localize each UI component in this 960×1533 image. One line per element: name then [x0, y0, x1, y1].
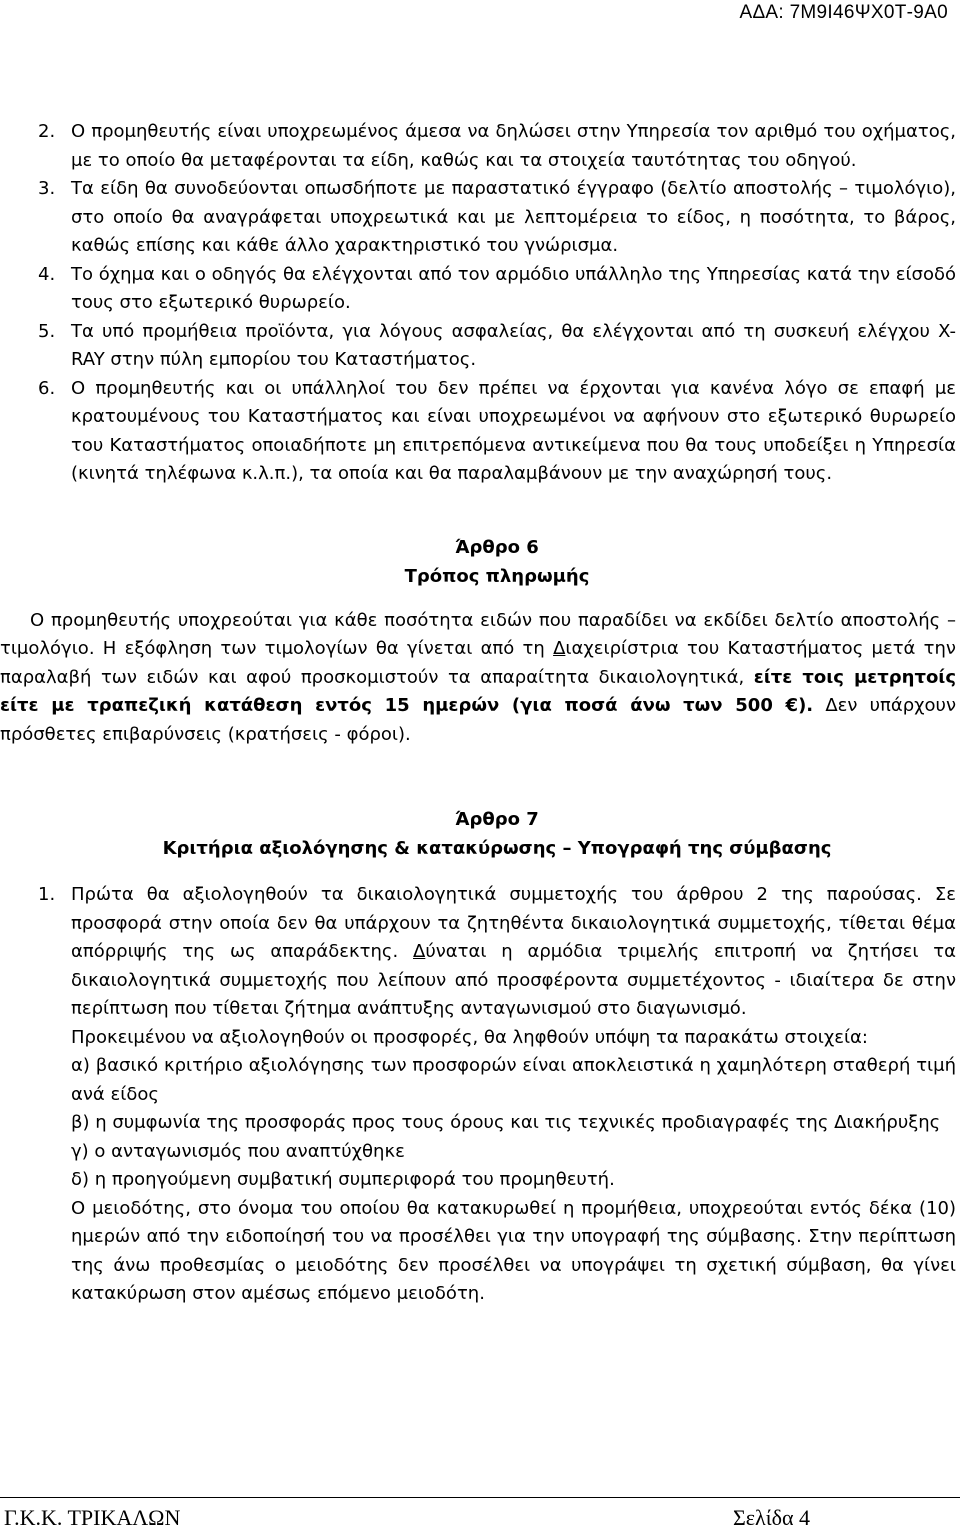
- payment-paragraph: [0, 607, 956, 750]
- article-7-heading: Άρθρο 7: [455, 809, 539, 830]
- item-number: 5.: [38, 320, 56, 342]
- document-body: [0, 118, 956, 1309]
- text-span: Πρώτα θα αξιολογηθούν τα δικαιολογητικά συμμετοχής του άρθρου 2 της παρούσας. Σε προσφορά στην οποία δεν θα υπάρχουν τα ζητηθέντα δικαιολογητικά συμμετοχής, τίθεται θέμα απόρριψής της ως απαράδεκτης.: [71, 884, 956, 962]
- article-6-heading: Άρθρο 6: [455, 536, 539, 558]
- item-text: Το όχημα και ο οδηγός θα ελέγχονται από τον αρμόδιο υπάλληλο της Υπηρεσίας κατά την είσοδό τους στο εξωτερικό θυρωρείο.: [71, 263, 956, 313]
- list-item: [38, 881, 956, 1309]
- item-text: Ο προμηθευτής είναι υποχρεωμένος άμεσα να δηλώσει στην Υπηρεσία τον αριθμό του οχήματος, με το οποίο θα μεταφέρονται τα είδη, καθώς και τα στοιχεία ταυτότητας του οδηγού.: [71, 121, 956, 171]
- item-text: [71, 881, 956, 1024]
- criterion-a: α) βασικό κριτήριο αξιολόγησης των προσφορών είναι αποκλειστικά η χαμηλότερη σταθερή τιμή ανά είδος: [71, 1055, 956, 1105]
- item-number: 3.: [38, 178, 56, 199]
- text-span: Δεν υπάρχουν πρόσθετες επιβαρύνσεις (κρατήσεις - φόροι).: [0, 695, 956, 745]
- criterion-d: δ) η προηγούμενη συμβατική συμπεριφορά του προμηθευτή.: [71, 1169, 615, 1190]
- item-text: Τα υπό προμήθεια προϊόντα, για λόγους ασφαλείας, θα ελέγχονται από τη συσκευή ελέγχου X-RAY στην πύλη εμπορίου του Καταστήματος.: [71, 320, 956, 370]
- text-span: ιαχειρίστρια του Καταστήματος μετά την παραλαβή των ειδών και αφού προσκομιστούν τα απαραίτητα δικαιολογητικά,: [0, 638, 956, 688]
- item-number: 2.: [38, 121, 56, 142]
- payment-terms-bold: είτε τοις μετρητοίς είτε με τραπεζική κατάθεση εντός 15 ημερών (για ποσά άνω των 500 €).: [0, 666, 956, 716]
- underlined-letter: Δ: [413, 941, 426, 962]
- criterion-b: β) η συμφωνία της προσφοράς προς τους όρους και τις τεχνικές προδιαγραφές της Διακήρυξης: [71, 1112, 941, 1133]
- list-item: [38, 118, 956, 175]
- item-number: 1.: [38, 884, 56, 905]
- page-number: Σελίδα 4: [733, 1505, 811, 1530]
- list-item: [38, 375, 956, 489]
- item-number: 6.: [38, 377, 56, 399]
- underlined-letter: Δ: [553, 638, 566, 659]
- list-item: [38, 175, 956, 261]
- contract-signing-paragraph: Ο μειοδότης, στο όνομα του οποίου θα κατακυρωθεί η προμήθεια, υποχρεούται εντός δέκα (10) ημερών από την ειδοποίησή του να προσέλθει για την υπογραφή της σύμβασης. Στην περίπτωση της άνω προθεσμίας ο μειοδότης δεν προσέλθει να υπογράψει τη σχετική σύμβαση, θα γίνει κατακύρωση στον αμέσως επόμενο μειοδότη.: [71, 1197, 956, 1304]
- ada-code: ΑΔΑ: 7Μ9Ι46ΨΧ0Τ-9Α0: [739, 2, 948, 23]
- item-text: Ο προμηθευτής και οι υπάλληλοί του δεν πρέπει να έρχονται για κανένα λόγο σε επαφή με κρατουμένους του Καταστήματος και είναι υποχρεωμένοι να αφήνουν στο εξωτερικό θυρωρείο του Καταστήματος οποιαδήποτε μη επιτρεπόμενα αντικείμενα που θα τους υποδείξει η Υπηρεσία (κινητά τηλέφωνα κ.λ.π.), τα οποία και θα παραλαμβάνουν με την αναχώρησή τους.: [71, 377, 956, 484]
- item-text: Τα είδη θα συνοδεύονται οπωσδήποτε με παραστατικό έγγραφο (δελτίο αποστολής – τιμολόγιο), στο οποίο θα αναγράφεται υποχρεωτικά και με λεπτομέρεια το είδος, η ποσότητα, το βάρος, καθώς επίσης και κάθε άλλο χαρακτηριστικό του γνώρισμα.: [71, 178, 956, 256]
- list-item: [38, 318, 956, 375]
- item-number: 4.: [38, 263, 56, 285]
- article-7-title: Κριτήρια αξιολόγησης & κατακύρωσης – Υπογραφή της σύμβασης: [162, 838, 832, 859]
- page-footer: [0, 1497, 960, 1533]
- footer-organization: Γ.Κ.Κ. ΤΡΙΚΑΛΩΝ: [4, 1505, 181, 1530]
- footer-divider: [0, 1497, 960, 1498]
- article-6-title: Τρόπος πληρωμής: [404, 565, 590, 587]
- criterion-c: γ) ο ανταγωνισμός που αναπτύχθηκε: [71, 1140, 405, 1162]
- evaluation-intro: Προκειμένου να αξιολογηθούν οι προσφορές, θα ληφθούν υπόψη τα παρακάτω στοιχεία:: [71, 1026, 868, 1048]
- list-item: [38, 261, 956, 318]
- text-span: Ο προμηθευτής υποχρεούται για κάθε ποσότητα ειδών που παραδίδει να εκδίδει δελτίο αποστολής – τιμολόγιο. Η εξόφληση των τιμολογίων θα γίνεται από τη: [0, 609, 956, 659]
- text-span: ύναται η αρμόδια τριμελής επιτροπή να ζητήσει τα δικαιολογητικά συμμετοχής που λείπουν από προσφέροντα συμμετέχοντος - ιδιαίτερα δε στην περίπτωση που τίθεται ζήτημα ανάπτυξης ανταγωνισμού στο διαγωνισμό.: [71, 941, 956, 1019]
- delivery-terms-list: [38, 118, 956, 489]
